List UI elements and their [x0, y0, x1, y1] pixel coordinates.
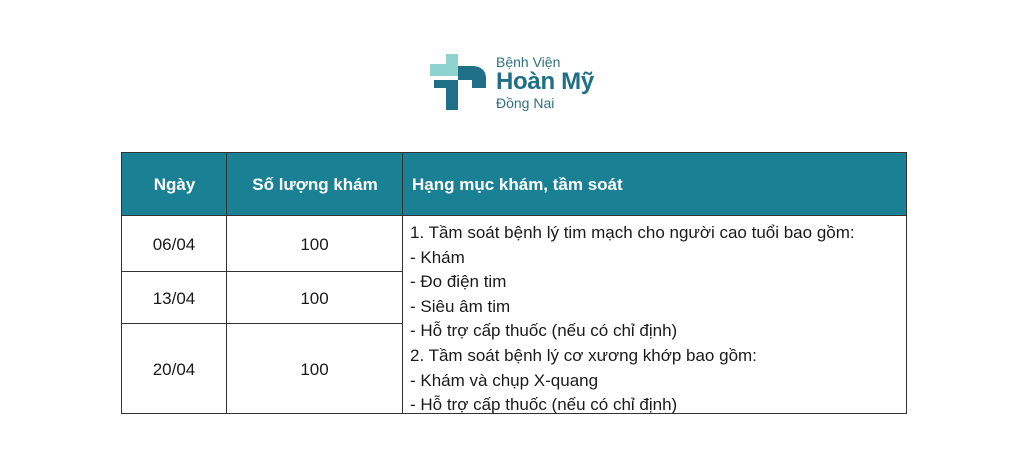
- schedule-table: [121, 152, 907, 414]
- category-description: [410, 221, 900, 418]
- table-cell-quantity: 100: [226, 323, 403, 414]
- description-line: 1. Tầm soát bệnh lý tim mạch cho người cao tuổi bao gồm:: [410, 223, 855, 242]
- description-line: - Hỗ trợ cấp thuốc (nếu có chỉ định): [410, 395, 678, 415]
- description-line: - Khám và chụp X-quang: [410, 370, 599, 390]
- description-line: - Hỗ trợ cấp thuốc (nếu có chỉ định): [410, 321, 678, 341]
- table-cell-date: 13/04: [121, 271, 227, 324]
- description-line: - Đo điện tim: [410, 272, 507, 292]
- description-line: 2. Tầm soát bệnh lý cơ xương khớp bao gồm:: [410, 345, 757, 365]
- header-date: Ngày: [153, 175, 196, 194]
- header-quantity: Số lượng khám: [252, 175, 378, 194]
- description-line: - Khám: [410, 247, 465, 267]
- table-cell-quantity: 100: [226, 271, 403, 324]
- table-header: [121, 152, 907, 216]
- header-category: Hạng mục khám, tầm soát: [412, 175, 623, 194]
- logo-line-location: Đồng Nai: [496, 95, 555, 111]
- header-divider: [402, 153, 403, 215]
- hospital-logo: [430, 54, 610, 112]
- table-cell-date: 06/04: [121, 215, 227, 272]
- medical-cross-icon: [430, 54, 490, 110]
- table-cell-date: 20/04: [121, 323, 227, 414]
- logo-line-name: Hoàn Mỹ: [496, 68, 594, 95]
- table-cell-quantity: 100: [226, 215, 403, 272]
- logo-line-hospital: Bệnh Viện: [496, 54, 561, 70]
- description-line: - Siêu âm tim: [410, 296, 511, 316]
